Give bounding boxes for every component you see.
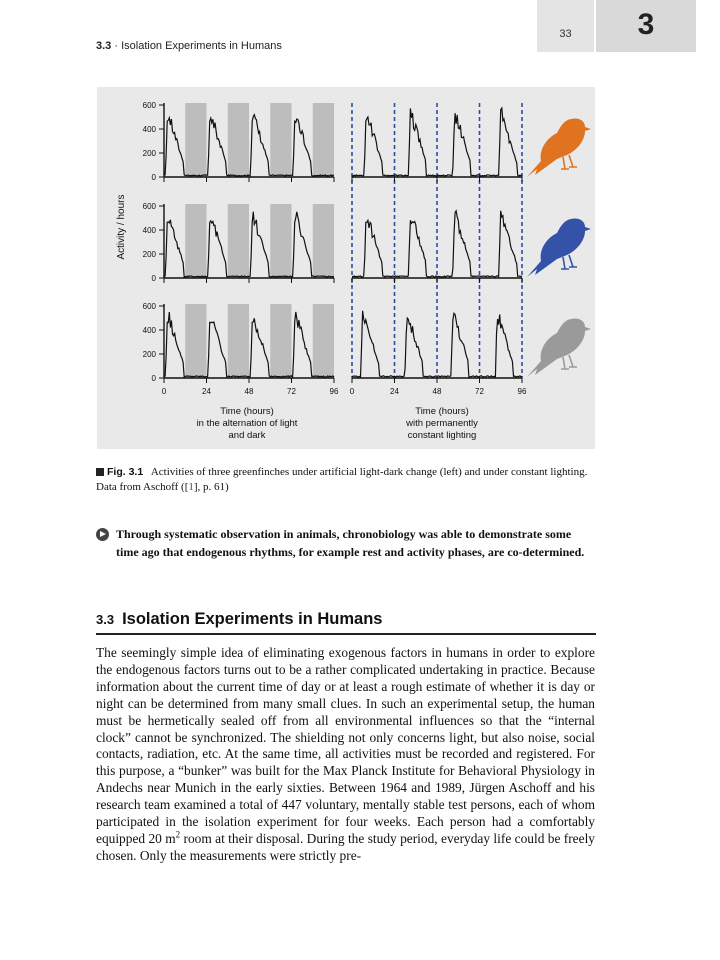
figure-caption xyxy=(96,465,596,495)
bird-legs xyxy=(561,355,577,369)
key-message: Through systematic observation in animals, chronobiology was able to demonstrate some time ago that endogenous rhythms, for example rest and activity phases, are co-determined. xyxy=(116,527,585,559)
body-superscript: 2 xyxy=(175,829,181,840)
chapter-number: 3 xyxy=(637,8,655,41)
running-title-number: 3.3 xyxy=(96,40,112,52)
key-message-arrow-icon xyxy=(96,528,109,541)
x-axis-label-right: Time (hours) xyxy=(415,406,469,417)
y-tick-label: 0 xyxy=(151,374,156,383)
dark-period-band xyxy=(185,304,206,378)
y-tick-label: 200 xyxy=(142,149,156,158)
x-tick-label: 0 xyxy=(349,387,355,396)
y-tick-label: 400 xyxy=(142,226,156,235)
caption-text: Activities of three greenfinches under artificial light-dark change (left) and under constant lighting. Data from Aschoff ([ xyxy=(96,466,588,493)
body-text: The seemingly simple idea of eliminating exogenous factors in humans in order to explore the endogenous factors turns out to be a rather complicated undertaking in practice. Because information about the current time of day or at least a rough estimate of whether it is day or night can be determined from many small clues. In such an experimental setup, the human must be hermetically sealed off from all environmental influences so that the “internal clock” cannot be synchronized. The shielding not only concerns light, but also noise, social contacts, radiation, etc. At the same time, all activities must be recorded and registered. For this purpose, a “bunker” was built for the Max Planck Institute for Behavioral Physiology in Andechs near Munich in the early sixties. Between 1964 and 1989, Jürgen Aschoff and his research team examined a total of 447 voluntary, mentally stable test persons, each of whom participated in the isolation experiment for four weeks. Each person had a comfortably equipped 20 m xyxy=(96,645,595,846)
bird-legs xyxy=(561,155,577,169)
x-tick-label: 96 xyxy=(329,387,339,396)
greenfinch-bird-icon xyxy=(527,218,591,277)
y-tick-label: 600 xyxy=(142,202,156,211)
body-text-end: room at their disposal. During the study period, everyday life could be freely chosen. Only the measurements were strictly pre- xyxy=(96,830,595,863)
x-tick-label: 24 xyxy=(202,387,211,396)
x-axis-label-left: and dark xyxy=(228,430,266,441)
y-tick-label: 0 xyxy=(151,173,156,182)
figure-marker-icon xyxy=(96,468,104,476)
page-tab xyxy=(537,0,594,52)
activity-chart xyxy=(97,87,595,449)
x-axis-label-left: in the alternation of light xyxy=(196,418,298,429)
caption-text-end: ], p. 61) xyxy=(193,481,229,493)
x-axis-label-left: Time (hours) xyxy=(220,406,274,417)
figure-label: Fig. 3.1 xyxy=(107,466,144,478)
bird-body xyxy=(527,218,591,277)
bird-legs xyxy=(561,255,577,269)
x-tick-label: 48 xyxy=(244,387,254,396)
running-title-separator: · xyxy=(111,40,122,52)
bird-body xyxy=(527,118,591,177)
y-tick-label: 200 xyxy=(142,350,156,359)
x-tick-label: 96 xyxy=(517,387,527,396)
dark-period-band xyxy=(270,103,291,177)
x-tick-label: 72 xyxy=(287,387,296,396)
page-number: 33 xyxy=(559,28,572,40)
figure-3-1 xyxy=(97,87,595,449)
section-number: 3.3 xyxy=(96,612,115,627)
x-tick-label: 0 xyxy=(161,387,167,396)
running-title-text: Isolation Experiments in Humans xyxy=(121,40,282,52)
dark-period-band xyxy=(185,103,206,177)
dark-period-band xyxy=(270,204,291,278)
y-tick-label: 200 xyxy=(142,250,156,259)
section-title: Isolation Experiments in Humans xyxy=(122,610,383,628)
section-heading xyxy=(96,610,596,629)
y-tick-label: 0 xyxy=(151,274,156,283)
running-title xyxy=(96,40,282,52)
y-tick-label: 400 xyxy=(142,125,156,134)
x-tick-label: 72 xyxy=(475,387,484,396)
body-paragraph xyxy=(96,645,595,865)
x-tick-label: 24 xyxy=(390,387,399,396)
y-tick-label: 600 xyxy=(142,302,156,311)
dark-period-band xyxy=(228,304,249,378)
x-axis-label-right: with permanently xyxy=(406,418,478,429)
dark-period-band xyxy=(185,204,206,278)
greenfinch-bird-icon xyxy=(527,318,591,377)
dark-period-band xyxy=(313,204,334,278)
dark-period-band xyxy=(270,304,291,378)
dark-period-band xyxy=(228,103,249,177)
section-divider xyxy=(96,633,596,635)
citation-link[interactable]: 1 xyxy=(188,481,194,493)
bird-body xyxy=(527,318,591,377)
dark-period-band xyxy=(228,204,249,278)
y-tick-label: 400 xyxy=(142,326,156,335)
y-axis-label: Activity / hours xyxy=(116,194,127,260)
x-tick-label: 48 xyxy=(432,387,442,396)
greenfinch-bird-icon xyxy=(527,118,591,177)
y-tick-label: 600 xyxy=(142,101,156,110)
dark-period-band xyxy=(313,103,334,177)
x-axis-label-right: constant lighting xyxy=(407,430,477,441)
dark-period-band xyxy=(313,304,334,378)
